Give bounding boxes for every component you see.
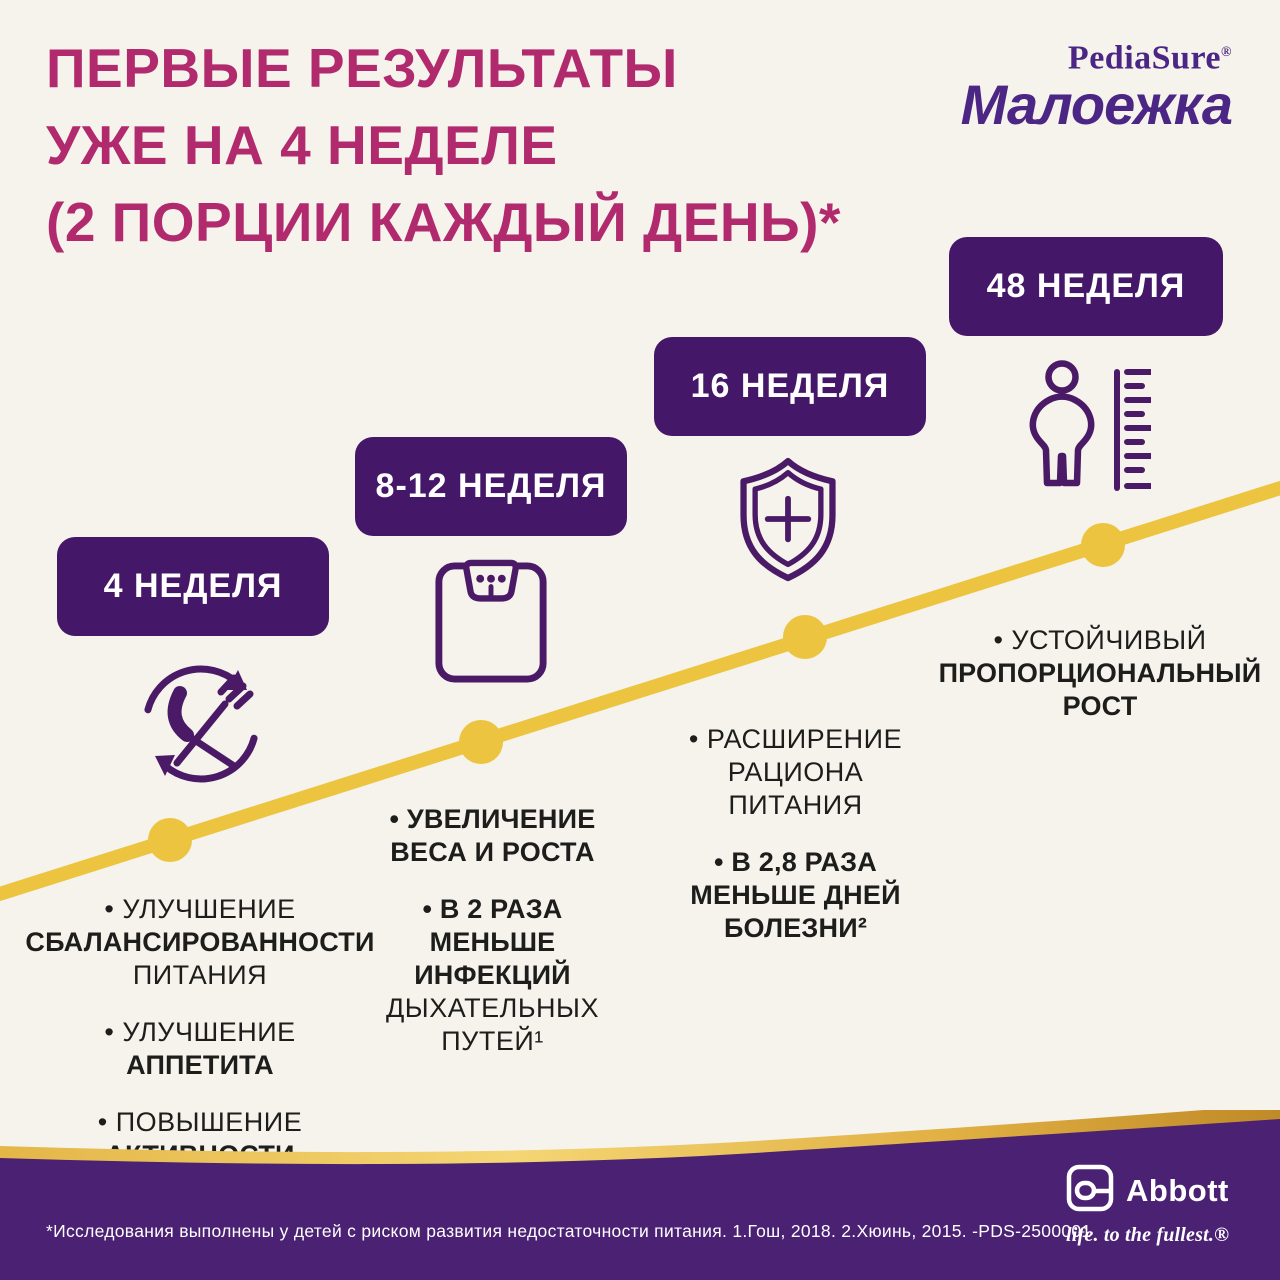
bullet-item: • УЛУЧШЕНИЕ АППЕТИТА (104, 1017, 296, 1080)
week-badge-4: 4 НЕДЕЛЯ (57, 537, 329, 636)
bullets-week-48 (935, 624, 1265, 747)
timeline-dot (783, 615, 827, 659)
abbott-tagline: life. to the fullest.® (1066, 1224, 1230, 1246)
pediasure-wordmark: PediaSure® (1067, 39, 1232, 77)
bullet-item: • УВЕЛИЧЕНИЕ ВЕСА И РОСТА (389, 804, 596, 867)
growth-ruler-icon (1016, 356, 1151, 498)
bullet-item: • УСТОЙЧИВЫЙ ПРОПОРЦИОНАЛЬНЫЙ РОСТ (938, 625, 1262, 721)
shield-plus-icon (730, 452, 846, 588)
timeline-dot (1081, 523, 1125, 567)
abbott-a-icon (1066, 1164, 1114, 1217)
week-badge-48: 48 НЕДЕЛЯ (949, 237, 1223, 336)
title-line-3: (2 ПОРЦИИ КАЖДЫЙ ДЕНЬ)* (46, 191, 841, 253)
weight-scale-icon (432, 556, 550, 686)
timeline-dot (148, 818, 192, 862)
abbott-logo (1066, 1164, 1229, 1247)
bullet-item: • РАСШИРЕНИЕ РАЦИОНА ПИТАНИЯ (688, 724, 903, 820)
bullet-item: • В 2 РАЗА МЕНЬШЕ ИНФЕКЦИЙ ДЫХАТЕЛЬНЫХ ПУТЕЙ¹ (386, 894, 599, 1056)
title-line-2: УЖЕ НА 4 НЕДЕЛЕ (46, 114, 558, 176)
brand-logo (960, 36, 1232, 137)
timeline-dot (459, 720, 503, 764)
bullet-item: • В 2,8 РАЗА МЕНЬШЕ ДНЕЙ БОЛЕЗНИ² (690, 847, 901, 943)
footnote: *Исследования выполнены у детей с риском развития недостаточности питания. 1.Гош, 2018. 2.Хюинь, 2015. -PDS-2500001 (46, 1221, 1092, 1241)
bullets-week-16 (663, 723, 928, 969)
bullet-item: • ПОВЫШЕНИЕ (97, 1107, 303, 1137)
abbott-wordmark: Abbott (1126, 1172, 1229, 1208)
bullet-item: • УЛУЧШЕНИЕ СБАЛАНСИРОВАННОСТИ ПИТАНИЯ (25, 894, 375, 990)
meal-cycle-icon (121, 642, 281, 802)
week-badge-16: 16 НЕДЕЛЯ (654, 337, 926, 436)
title-line-1: ПЕРВЫЕ РЕЗУЛЬТАТЫ (46, 37, 678, 99)
week-badge-8-12: 8-12 НЕДЕЛЯ (355, 437, 627, 536)
registered-mark: ® (1221, 45, 1232, 60)
page-title (46, 30, 841, 261)
bullets-week-8-12 (360, 803, 625, 1082)
product-wordmark: Малоежка (960, 73, 1232, 137)
